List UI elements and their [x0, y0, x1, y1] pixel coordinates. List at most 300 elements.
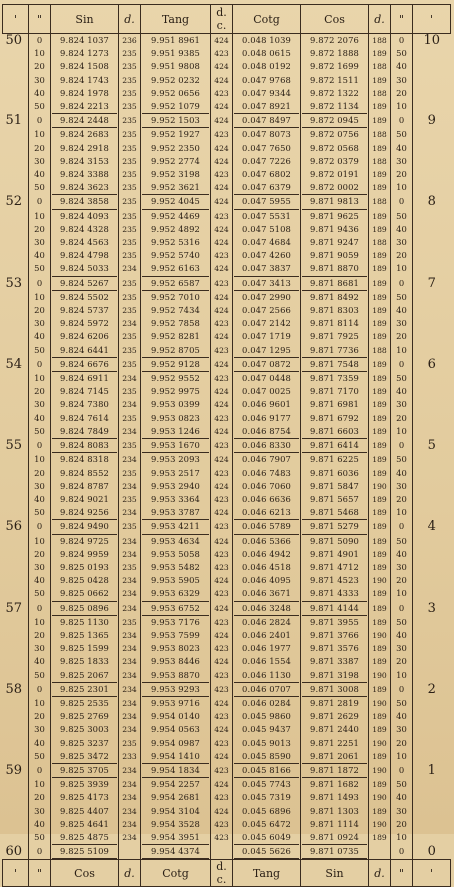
tang-cell: 9.953 2517	[141, 467, 211, 480]
tang-cell: 9.952 3621	[141, 181, 211, 194]
tang-cell	[141, 519, 211, 534]
tang-cell: 9.952 3198	[141, 168, 211, 181]
sin-cell: 9.824 8552	[51, 467, 119, 480]
table-row	[3, 601, 451, 616]
second-cell: 20	[29, 385, 51, 398]
sin-diff-cell: 234	[119, 262, 141, 275]
minute-right-cell	[413, 74, 451, 87]
cos-diff-cell: 189	[369, 535, 391, 548]
second-right-cell: 0	[391, 844, 413, 860]
sin-diff-cell: 235	[119, 60, 141, 73]
sin-cell	[51, 682, 119, 697]
second-cell: 40	[29, 818, 51, 831]
table-row	[3, 561, 451, 574]
minute-cell	[3, 398, 29, 411]
sin-cell: 9.824 3623	[51, 181, 119, 194]
sin-diff-cell: 235	[119, 344, 141, 357]
header-tang: Tang	[141, 5, 211, 34]
table-row	[3, 385, 451, 398]
table-row	[3, 493, 451, 506]
cos-cell-boxed-value: 9.872 0945	[302, 113, 367, 128]
common-diff-cell: 424	[211, 100, 233, 113]
minute-cell	[3, 642, 29, 655]
sin-diff-cell: 234	[119, 778, 141, 791]
second-cell: 10	[29, 47, 51, 60]
tang-cell: 9.952 1927	[141, 128, 211, 141]
sin-cell: 9.824 9256	[51, 506, 119, 519]
cos-diff-cell: 189	[369, 831, 391, 844]
cotg-cell-boxed-value: 0.046 0707	[234, 682, 299, 697]
second-right-cell: 10	[391, 100, 413, 113]
second-cell: 30	[29, 805, 51, 818]
sin-diff-cell: 234	[119, 506, 141, 519]
tang-cell	[141, 276, 211, 291]
minute-right-cell	[413, 453, 451, 466]
cos-cell: 9.871 6981	[301, 398, 369, 411]
sin-diff-cell: 234	[119, 697, 141, 710]
tang-cell: 9.954 1410	[141, 750, 211, 763]
common-diff-cell: 424	[211, 60, 233, 73]
cos-cell: 9.871 7359	[301, 372, 369, 385]
common-diff-cell: 424	[211, 750, 233, 763]
sin-cell: 9.824 6206	[51, 330, 119, 343]
tang-cell	[141, 113, 211, 128]
table-row	[3, 574, 451, 587]
second-cell: 0	[29, 682, 51, 697]
second-cell: 40	[29, 87, 51, 100]
second-right-cell: 40	[391, 60, 413, 73]
sin-cell: 9.824 1743	[51, 74, 119, 87]
minute-right-cell	[413, 535, 451, 548]
table-row	[3, 168, 451, 181]
cotg-cell: 0.046 9177	[233, 412, 301, 425]
minute-cell: 57	[3, 601, 29, 616]
cos-diff-cell: 189	[369, 519, 391, 534]
sin-cell: 9.825 2535	[51, 697, 119, 710]
minute-cell	[3, 181, 29, 194]
minute-right-cell: 10	[413, 34, 451, 48]
tang-cell: 9.952 5316	[141, 236, 211, 249]
sin-cell: 9.824 4328	[51, 223, 119, 236]
cos-cell: 9.871 1303	[301, 805, 369, 818]
second-right-cell: 30	[391, 723, 413, 736]
cos-diff-cell: 188	[369, 194, 391, 209]
second-right-cell: 10	[391, 181, 413, 194]
minute-cell	[3, 344, 29, 357]
minute-right-cell	[413, 506, 451, 519]
minute-right-cell	[413, 236, 451, 249]
cos-cell: 9.871 3198	[301, 669, 369, 682]
common-diff-cell: 423	[211, 763, 233, 778]
header-seconds-right: "	[391, 5, 413, 34]
cos-diff-cell: 189	[369, 317, 391, 330]
minute-right-cell	[413, 723, 451, 736]
cos-diff-cell: 188	[369, 34, 391, 48]
sin-cell: 9.825 0428	[51, 574, 119, 587]
sin-diff-cell: 234	[119, 669, 141, 682]
tang-cell	[141, 194, 211, 209]
common-diff-cell: 424	[211, 181, 233, 194]
cotg-cell: 0.047 0448	[233, 372, 301, 385]
cotg-cell: 0.046 4942	[233, 548, 301, 561]
tang-cell: 9.952 7010	[141, 291, 211, 304]
cos-diff-cell: 189	[369, 642, 391, 655]
table-row	[3, 113, 451, 128]
second-cell: 20	[29, 467, 51, 480]
cotg-cell: 0.046 8754	[233, 425, 301, 438]
sin-diff-cell: 234	[119, 601, 141, 616]
common-diff-cell: 424	[211, 398, 233, 411]
cos-cell-boxed-value: 9.871 8681	[302, 276, 367, 291]
minute-cell	[3, 412, 29, 425]
cotg-cell: 0.046 1977	[233, 642, 301, 655]
second-cell: 50	[29, 831, 51, 844]
tang-cell: 9.954 0140	[141, 710, 211, 723]
sin-diff-cell: 234	[119, 629, 141, 642]
second-right-cell: 30	[391, 74, 413, 87]
cos-diff-cell: 188	[369, 155, 391, 168]
common-diff-cell: 424	[211, 34, 233, 48]
cos-cell: 9.871 4712	[301, 561, 369, 574]
second-cell: 0	[29, 601, 51, 616]
tang-cell: 9.954 3104	[141, 805, 211, 818]
table-row	[3, 262, 451, 275]
tang-cell: 9.951 8961	[141, 34, 211, 48]
tang-cell	[141, 763, 211, 778]
table-row	[3, 723, 451, 736]
sin-cell: 9.824 1978	[51, 87, 119, 100]
second-cell: 10	[29, 535, 51, 548]
common-diff-cell: 424	[211, 778, 233, 791]
second-cell: 20	[29, 791, 51, 804]
common-diff-cell: 423	[211, 519, 233, 534]
table-row	[3, 291, 451, 304]
second-cell: 0	[29, 357, 51, 372]
cos-diff-cell: 190	[369, 574, 391, 587]
cotg-cell-boxed-value: 0.047 8497	[234, 113, 299, 128]
common-diff-cell: 424	[211, 142, 233, 155]
table-row	[3, 805, 451, 818]
minute-cell	[3, 236, 29, 249]
second-right-cell: 30	[391, 398, 413, 411]
tang-cell: 9.953 2940	[141, 480, 211, 493]
second-right-cell: 10	[391, 587, 413, 600]
footer-diff: d.	[119, 860, 141, 887]
second-cell: 0	[29, 438, 51, 453]
minute-cell	[3, 818, 29, 831]
sin-diff-cell: 234	[119, 805, 141, 818]
tang-cell-boxed-value: 9.953 4211	[142, 519, 209, 534]
common-diff-cell: 423	[211, 276, 233, 291]
sin-diff-cell: 234	[119, 480, 141, 493]
sin-cell: 9.824 5033	[51, 262, 119, 275]
cotg-cell: 0.046 6636	[233, 493, 301, 506]
minute-right-cell	[413, 629, 451, 642]
cotg-cell: 0.045 9860	[233, 710, 301, 723]
table-row	[3, 60, 451, 73]
second-right-cell: 10	[391, 262, 413, 275]
sin-cell	[51, 763, 119, 778]
table-row	[3, 142, 451, 155]
minute-right-cell	[413, 249, 451, 262]
common-diff-cell: 423	[211, 831, 233, 844]
second-cell: 50	[29, 506, 51, 519]
second-right-cell: 50	[391, 372, 413, 385]
tang-cell: 9.953 1246	[141, 425, 211, 438]
second-right-cell: 20	[391, 818, 413, 831]
tang-cell: 9.953 3364	[141, 493, 211, 506]
table-row	[3, 791, 451, 804]
cos-cell: 9.871 5657	[301, 493, 369, 506]
cotg-cell: 0.047 4260	[233, 249, 301, 262]
cotg-cell: 0.045 6472	[233, 818, 301, 831]
table-row	[3, 47, 451, 60]
minute-cell	[3, 330, 29, 343]
sin-cell: 9.824 7380	[51, 398, 119, 411]
cos-cell	[301, 113, 369, 128]
common-diff-cell: 423	[211, 710, 233, 723]
table-row	[3, 467, 451, 480]
cos-cell: 9.871 1114	[301, 818, 369, 831]
cotg-cell: 0.046 4095	[233, 574, 301, 587]
tang-cell	[141, 844, 211, 860]
footer-cos: Cos	[51, 860, 119, 887]
second-cell: 50	[29, 181, 51, 194]
minute-cell	[3, 262, 29, 275]
cos-diff-cell: 189	[369, 385, 391, 398]
cos-cell: 9.871 1682	[301, 778, 369, 791]
second-right-cell: 30	[391, 317, 413, 330]
cos-cell: 9.871 5847	[301, 480, 369, 493]
second-right-cell: 40	[391, 467, 413, 480]
cotg-cell-boxed-value: 0.047 5955	[234, 194, 299, 209]
second-cell: 20	[29, 548, 51, 561]
sin-cell: 9.825 4641	[51, 818, 119, 831]
cos-cell: 9.872 0568	[301, 142, 369, 155]
cos-diff-cell: 189	[369, 601, 391, 616]
minute-right-cell	[413, 304, 451, 317]
sin-cell: 9.825 1365	[51, 629, 119, 642]
second-cell: 50	[29, 425, 51, 438]
cotg-cell-boxed-value: 0.046 5789	[234, 519, 299, 534]
second-cell: 30	[29, 561, 51, 574]
tang-cell-boxed-value: 9.952 6587	[142, 276, 209, 291]
footer-diff-common: d. c.	[211, 860, 233, 887]
sin-cell: 9.824 4093	[51, 210, 119, 223]
second-right-cell: 0	[391, 601, 413, 616]
common-diff-cell: 423	[211, 818, 233, 831]
minute-cell	[3, 453, 29, 466]
minute-cell	[3, 304, 29, 317]
sin-diff-cell: 234	[119, 372, 141, 385]
sin-diff-cell: 235	[119, 142, 141, 155]
table-row	[3, 412, 451, 425]
sin-cell: 9.824 6911	[51, 372, 119, 385]
cos-cell-boxed-value: 9.871 0735	[302, 844, 367, 859]
tang-cell: 9.953 5058	[141, 548, 211, 561]
tang-cell: 9.954 2681	[141, 791, 211, 804]
cotg-cell	[233, 438, 301, 453]
sin-diff-cell: 234	[119, 791, 141, 804]
table-row	[3, 128, 451, 141]
tang-cell: 9.953 0823	[141, 412, 211, 425]
minute-right-cell	[413, 791, 451, 804]
second-right-cell: 20	[391, 412, 413, 425]
cos-cell: 9.872 1888	[301, 47, 369, 60]
minute-cell	[3, 142, 29, 155]
cos-cell: 9.871 4901	[301, 548, 369, 561]
header-seconds: "	[29, 5, 51, 34]
table-row	[3, 506, 451, 519]
minute-cell	[3, 155, 29, 168]
second-right-cell: 20	[391, 737, 413, 750]
cos-diff-cell: 189	[369, 249, 391, 262]
tang-cell: 9.952 6163	[141, 262, 211, 275]
cotg-cell: 0.046 7907	[233, 453, 301, 466]
common-diff-cell: 424	[211, 194, 233, 209]
tang-cell: 9.954 3951	[141, 831, 211, 844]
tang-cell-boxed-value: 9.953 9293	[142, 682, 209, 697]
sin-cell	[51, 601, 119, 616]
second-right-cell: 50	[391, 616, 413, 629]
tang-cell: 9.953 6329	[141, 587, 211, 600]
cotg-cell: 0.047 9344	[233, 87, 301, 100]
sin-diff-cell: 234	[119, 398, 141, 411]
cotg-cell: 0.045 8590	[233, 750, 301, 763]
cos-diff-cell: 189	[369, 398, 391, 411]
cos-cell-boxed-value: 9.871 6414	[302, 438, 367, 453]
minute-cell	[3, 574, 29, 587]
cotg-cell: 0.045 7743	[233, 778, 301, 791]
minute-cell: 60	[3, 844, 29, 860]
tang-cell: 9.954 0563	[141, 723, 211, 736]
cos-diff-cell: 189	[369, 710, 391, 723]
tang-cell: 9.953 7599	[141, 629, 211, 642]
sin-cell: 9.824 2213	[51, 100, 119, 113]
tang-cell: 9.952 7858	[141, 317, 211, 330]
minute-right-cell	[413, 425, 451, 438]
minute-right-cell	[413, 493, 451, 506]
tang-cell: 9.952 8281	[141, 330, 211, 343]
second-right-cell: 50	[391, 453, 413, 466]
table-row	[3, 831, 451, 844]
second-right-cell: 0	[391, 194, 413, 209]
footer-cotg: Cotg	[141, 860, 211, 887]
sin-diff-cell: 235	[119, 155, 141, 168]
tang-cell-boxed-value: 9.954 4374	[142, 844, 209, 859]
cotg-cell: 0.047 6379	[233, 181, 301, 194]
common-diff-cell: 423	[211, 168, 233, 181]
common-diff-cell: 423	[211, 249, 233, 262]
cotg-cell	[233, 763, 301, 778]
common-diff-cell: 424	[211, 291, 233, 304]
sin-diff-cell: 236	[119, 34, 141, 48]
minute-cell	[3, 128, 29, 141]
second-right-cell: 30	[391, 642, 413, 655]
sin-cell: 9.824 5502	[51, 291, 119, 304]
minute-cell	[3, 697, 29, 710]
cotg-cell-boxed-value: 0.047 0872	[234, 357, 299, 372]
cotg-cell: 0.045 6896	[233, 805, 301, 818]
cos-diff-cell: 189	[369, 493, 391, 506]
sin-diff-cell: 235	[119, 412, 141, 425]
cotg-cell	[233, 357, 301, 372]
cos-cell: 9.871 2440	[301, 723, 369, 736]
second-cell: 10	[29, 210, 51, 223]
header-row	[3, 5, 451, 34]
sin-diff-cell: 235	[119, 87, 141, 100]
sin-cell: 9.824 4563	[51, 236, 119, 249]
cos-diff-cell: 189	[369, 805, 391, 818]
minute-cell	[3, 791, 29, 804]
minute-cell	[3, 223, 29, 236]
tang-cell: 9.953 8870	[141, 669, 211, 682]
sin-cell-boxed-value: 9.825 3705	[52, 763, 117, 778]
cos-cell: 9.871 2061	[301, 750, 369, 763]
cotg-cell-boxed-value: 0.046 3248	[234, 601, 299, 616]
cos-cell	[301, 276, 369, 291]
table-row	[3, 629, 451, 642]
table-row	[3, 519, 451, 534]
table-row	[3, 535, 451, 548]
cos-cell: 9.872 1134	[301, 100, 369, 113]
cos-diff-cell: 189	[369, 100, 391, 113]
sin-diff-cell: 234	[119, 723, 141, 736]
sin-cell: 9.825 3237	[51, 737, 119, 750]
sin-diff-cell: 235	[119, 113, 141, 128]
header-diff: d.	[119, 5, 141, 34]
minute-right-cell	[413, 100, 451, 113]
minute-cell	[3, 47, 29, 60]
sin-cell: 9.825 2067	[51, 669, 119, 682]
table-row	[3, 210, 451, 223]
sin-cell: 9.824 5972	[51, 317, 119, 330]
cotg-cell: 0.047 6802	[233, 168, 301, 181]
cos-diff-cell: 189	[369, 778, 391, 791]
cos-diff-cell: 189	[369, 750, 391, 763]
minute-cell: 51	[3, 113, 29, 128]
sin-diff-cell: 235	[119, 616, 141, 629]
common-diff-cell: 423	[211, 682, 233, 697]
cos-diff-cell: 189	[369, 74, 391, 87]
minute-right-cell	[413, 697, 451, 710]
second-cell: 20	[29, 304, 51, 317]
table-row	[3, 155, 451, 168]
sin-cell: 9.825 1833	[51, 655, 119, 668]
tang-cell: 9.953 5905	[141, 574, 211, 587]
cos-cell: 9.872 1511	[301, 74, 369, 87]
table-row	[3, 304, 451, 317]
second-right-cell: 50	[391, 535, 413, 548]
second-right-cell: 0	[391, 519, 413, 534]
minute-right-cell	[413, 60, 451, 73]
table-row	[3, 438, 451, 453]
minute-cell: 56	[3, 519, 29, 534]
cos-diff-cell: 188	[369, 236, 391, 249]
sin-cell: 9.824 2918	[51, 142, 119, 155]
minute-right-cell: 1	[413, 763, 451, 778]
second-cell: 30	[29, 155, 51, 168]
common-diff-cell: 424	[211, 155, 233, 168]
tang-cell: 9.953 8446	[141, 655, 211, 668]
tang-cell-boxed-value: 9.953 6752	[142, 601, 209, 616]
minute-right-cell	[413, 778, 451, 791]
second-right-cell: 50	[391, 47, 413, 60]
cotg-cell: 0.047 8073	[233, 128, 301, 141]
table-row	[3, 249, 451, 262]
second-cell: 0	[29, 763, 51, 778]
cos-cell: 9.871 7736	[301, 344, 369, 357]
